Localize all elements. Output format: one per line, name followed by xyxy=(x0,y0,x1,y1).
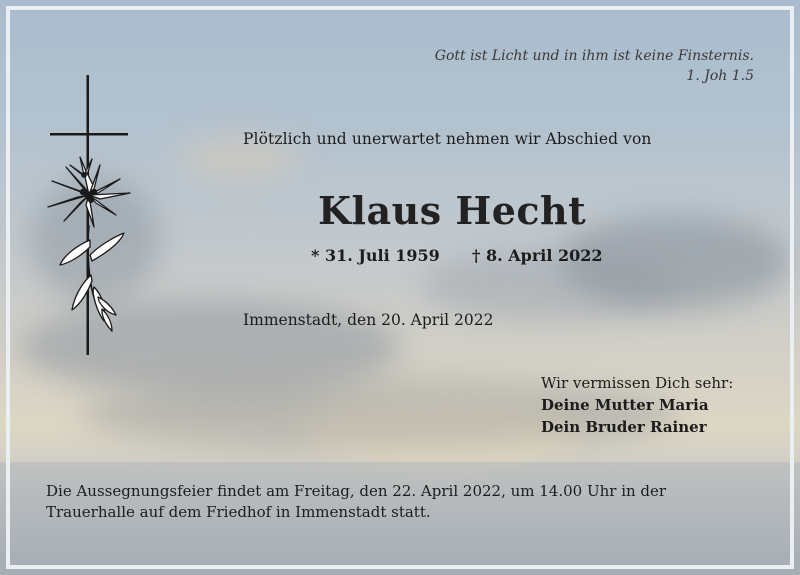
verse-reference: 1. Joh 1.5 xyxy=(686,68,754,84)
mourners-heading: Wir vermissen Dich sehr: xyxy=(541,374,734,392)
verse-text: Gott ist Licht und in ihm ist keine Finsternis. xyxy=(434,48,754,64)
mourner-name: Dein Bruder Rainer xyxy=(541,418,707,436)
deceased-name: Klaus Hecht xyxy=(318,188,587,233)
funeral-announcement: Die Aussegnungsfeier findet am Freitag, den 22. April 2022, um 14.00 Uhr in der Trauerhalle auf dem Friedhof in Immenstadt statt. xyxy=(46,482,667,521)
mourners-block xyxy=(541,372,733,438)
bible-verse xyxy=(435,46,754,86)
intro-text: Plötzlich und unerwartet nehmen wir Abschied von xyxy=(243,130,652,148)
birth-date: * 31. Juli 1959 xyxy=(311,246,440,265)
cross-icon xyxy=(42,75,137,357)
place-and-date: Immenstadt, den 20. April 2022 xyxy=(243,311,494,329)
mourner-name: Deine Mutter Maria xyxy=(541,396,709,414)
death-date: † 8. April 2022 xyxy=(472,246,603,265)
cross-with-edelweiss xyxy=(42,75,137,357)
